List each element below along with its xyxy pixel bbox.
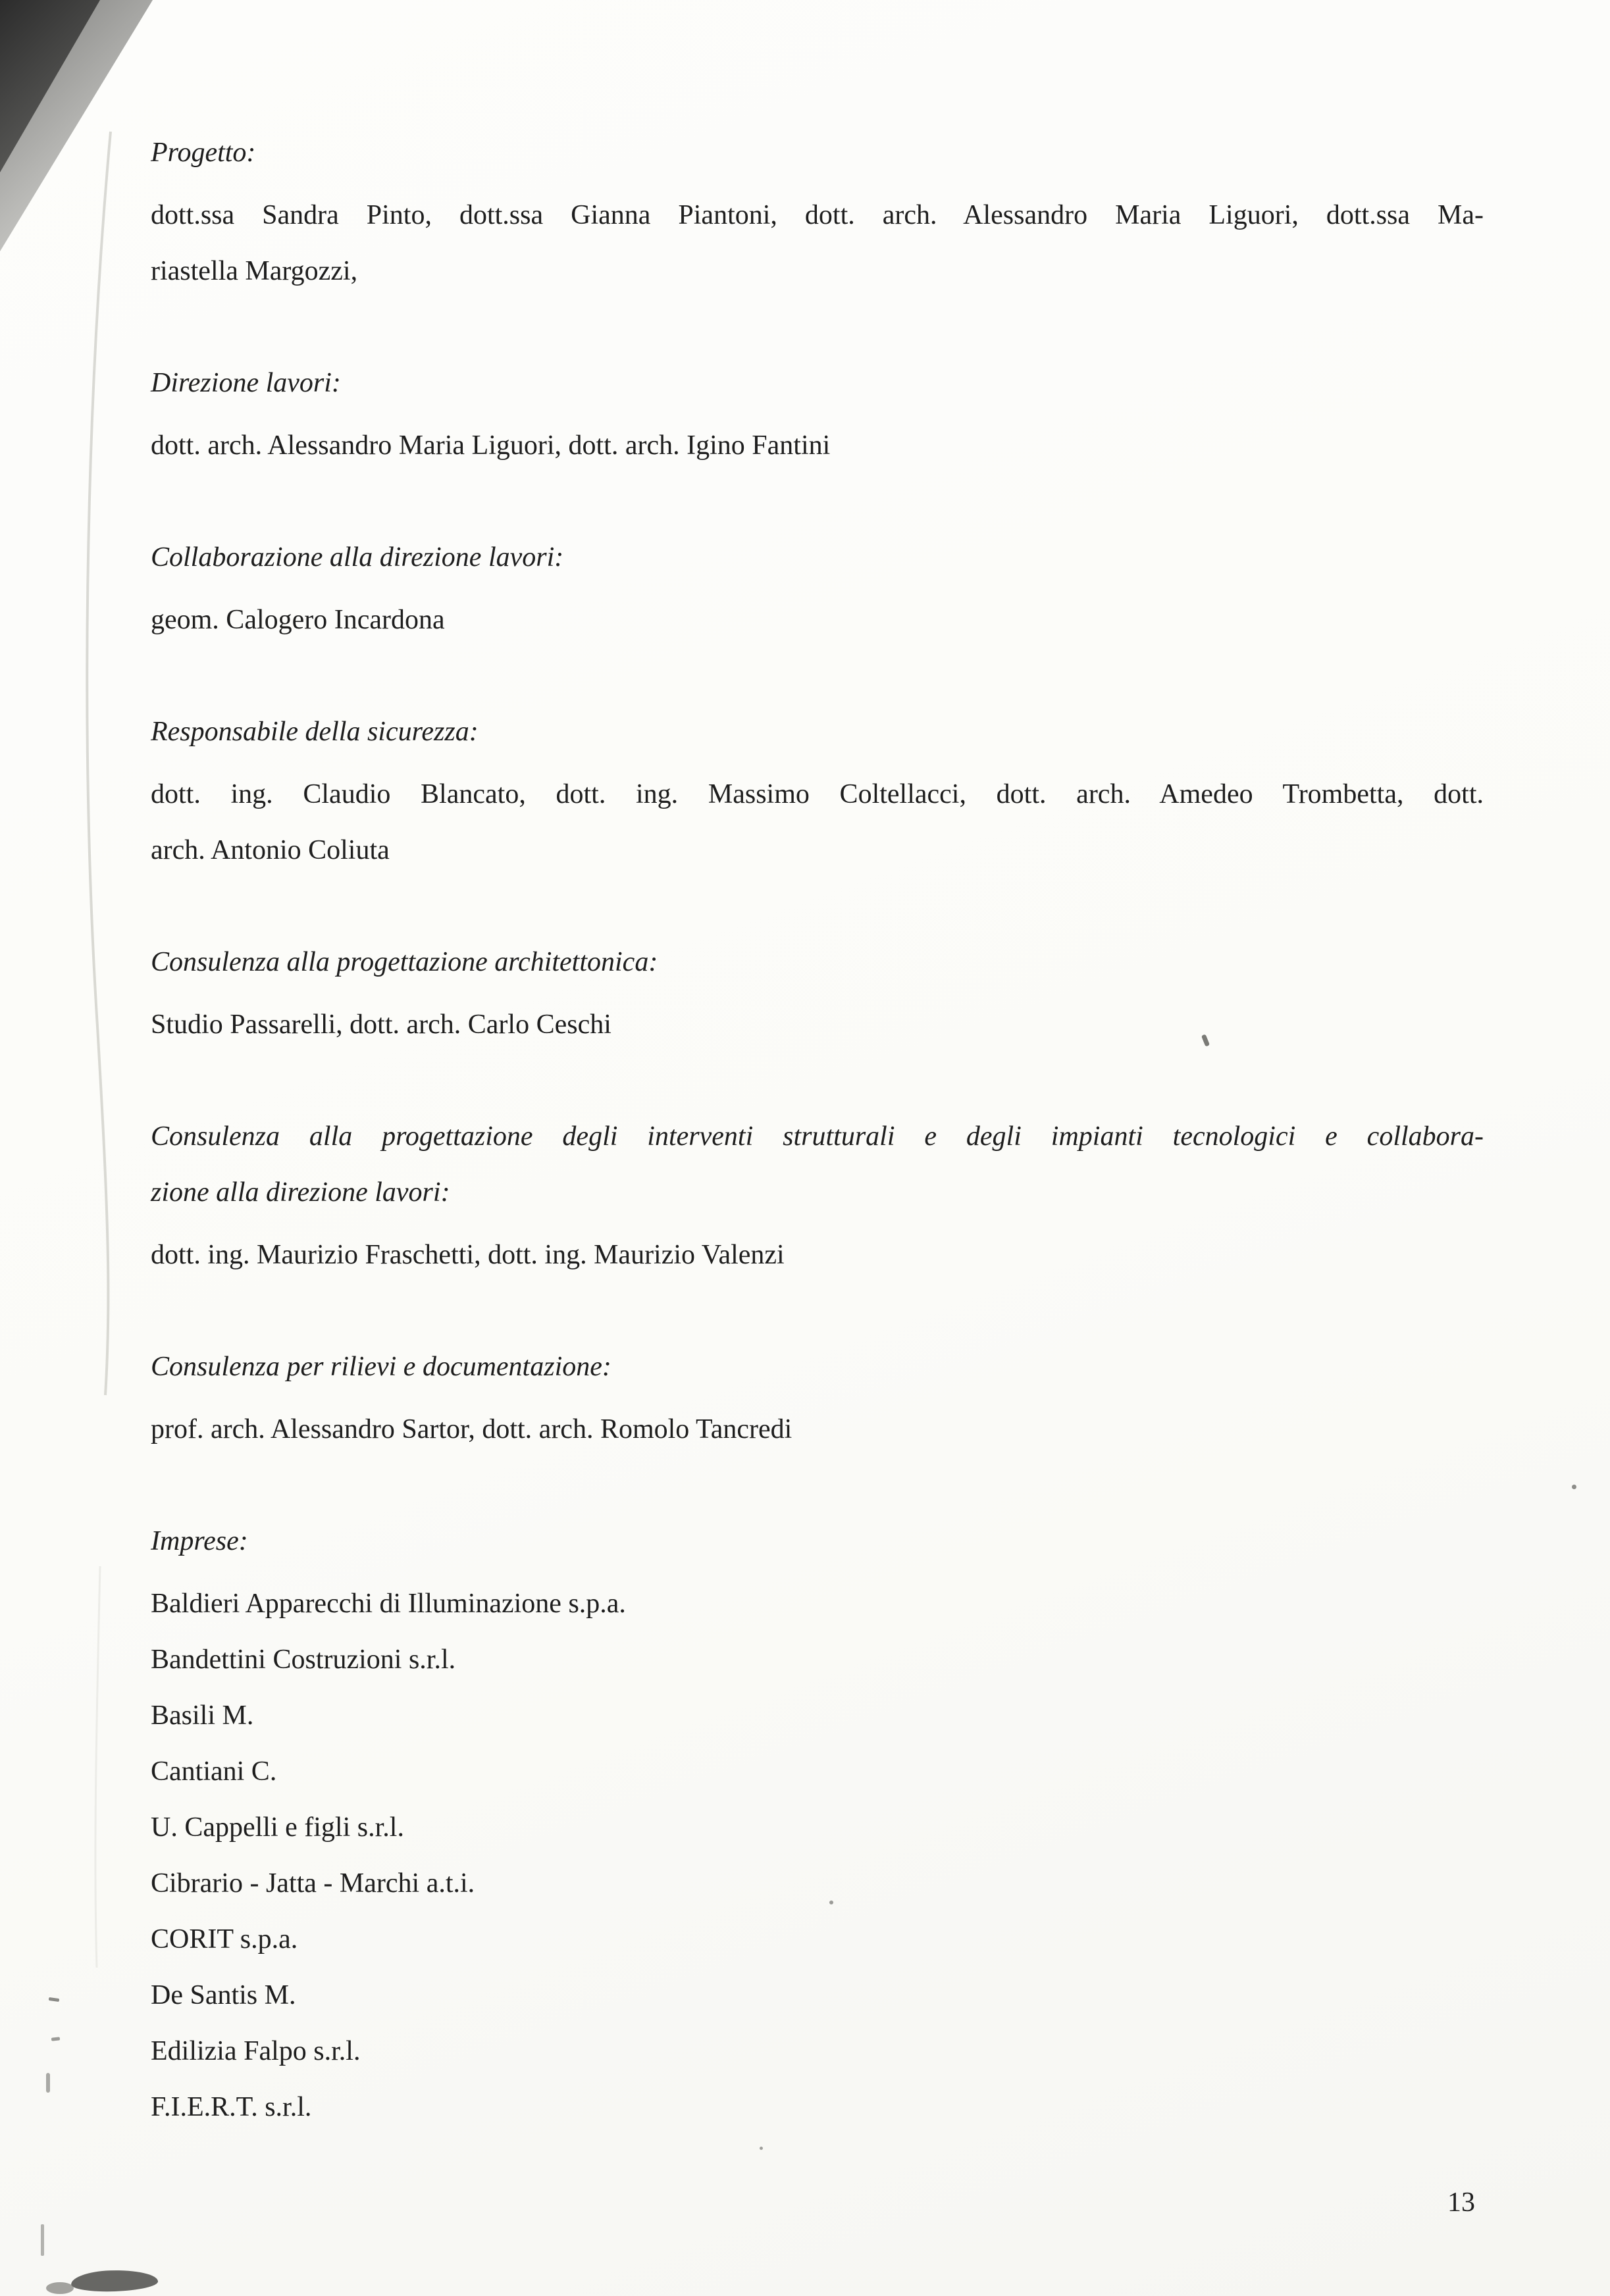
company-line: De Santis M. bbox=[151, 1980, 296, 2010]
company-line: Baldieri Apparecchi di Illuminazione s.p.a. bbox=[151, 1589, 626, 1619]
section-progetto bbox=[151, 125, 1484, 299]
company-line: CORIT s.p.a. bbox=[151, 1924, 298, 1954]
section-body-line: dott.ssa Sandra Pinto, dott.ssa Gianna Piantoni, dott. arch. Alessandro Maria Liguori, dott.ssa Ma- bbox=[151, 200, 1484, 230]
section-heading: Progetto: bbox=[151, 138, 256, 168]
company-line: U. Cappelli e figli s.r.l. bbox=[151, 1812, 404, 1843]
page-number: 13 bbox=[1447, 2187, 1475, 2218]
company-list bbox=[151, 1576, 1484, 2135]
section-heading: Collaborazione alla direzione lavori: bbox=[151, 542, 564, 573]
section-heading-group bbox=[151, 125, 1484, 181]
section-heading-group bbox=[151, 934, 1484, 990]
section-body-line: prof. arch. Alessandro Sartor, dott. arch. Romolo Tancredi bbox=[151, 1414, 792, 1444]
section-heading-group bbox=[151, 1109, 1484, 1221]
section-direzione-lavori bbox=[151, 355, 1484, 474]
section-heading: Imprese: bbox=[151, 1526, 248, 1556]
section-body-line: riastella Margozzi, bbox=[151, 256, 358, 286]
section-heading: zione alla direzione lavori: bbox=[151, 1177, 450, 1208]
scan-smudge bbox=[46, 2282, 74, 2294]
section-body-line: dott. ing. Maurizio Fraschetti, dott. ing. Maurizio Valenzi bbox=[151, 1240, 785, 1270]
section-heading: Consulenza per rilievi e documentazione: bbox=[151, 1352, 611, 1382]
section-body-line: geom. Calogero Incardona bbox=[151, 605, 445, 635]
scan-smudge bbox=[70, 2269, 158, 2293]
section-heading: Responsabile della sicurezza: bbox=[151, 717, 479, 747]
document-content bbox=[151, 125, 1484, 2191]
company-line: Cantiani C. bbox=[151, 1756, 277, 1787]
company-line: F.I.E.R.T. s.r.l. bbox=[151, 2092, 312, 2122]
scan-pencil-mark bbox=[49, 1997, 60, 2002]
section-body-line: arch. Antonio Coliuta bbox=[151, 835, 390, 865]
scan-pencil-mark bbox=[41, 2224, 44, 2256]
company-line: Bandettini Costruzioni s.r.l. bbox=[151, 1645, 456, 1675]
section-responsabile-sicurezza bbox=[151, 704, 1484, 879]
section-consulenza-architettonica bbox=[151, 934, 1484, 1053]
section-body-line: Studio Passarelli, dott. arch. Carlo Ceschi bbox=[151, 1009, 611, 1040]
section-heading: Consulenza alla progettazione architettonica: bbox=[151, 947, 658, 977]
section-heading-group bbox=[151, 530, 1484, 586]
section-heading-group bbox=[151, 355, 1484, 411]
section-consulenza-strutturali bbox=[151, 1109, 1484, 1283]
section-heading: Direzione lavori: bbox=[151, 368, 341, 398]
company-line: Cibrario - Jatta - Marchi a.t.i. bbox=[151, 1868, 475, 1899]
section-heading-group bbox=[151, 704, 1484, 760]
company-line: Basili M. bbox=[151, 1700, 254, 1731]
section-heading-group bbox=[151, 1514, 1484, 1569]
company-line: Edilizia Falpo s.r.l. bbox=[151, 2036, 361, 2066]
scan-pencil-mark bbox=[51, 2037, 60, 2041]
scan-speck bbox=[1572, 1485, 1576, 1489]
section-heading-group bbox=[151, 1339, 1484, 1395]
section-body-line: dott. ing. Claudio Blancato, dott. ing. Massimo Coltellacci, dott. arch. Amedeo Trombetta, dott. bbox=[151, 779, 1484, 809]
section-heading: Consulenza alla progettazione degli interventi strutturali e degli impianti tecnologici e collabora- bbox=[151, 1121, 1484, 1152]
section-collaborazione-direzione bbox=[151, 530, 1484, 648]
section-body-line: dott. arch. Alessandro Maria Liguori, dott. arch. Igino Fantini bbox=[151, 430, 831, 461]
section-consulenza-rilievi bbox=[151, 1339, 1484, 1458]
section-imprese bbox=[151, 1514, 1484, 2135]
scan-pencil-mark bbox=[46, 2073, 50, 2093]
